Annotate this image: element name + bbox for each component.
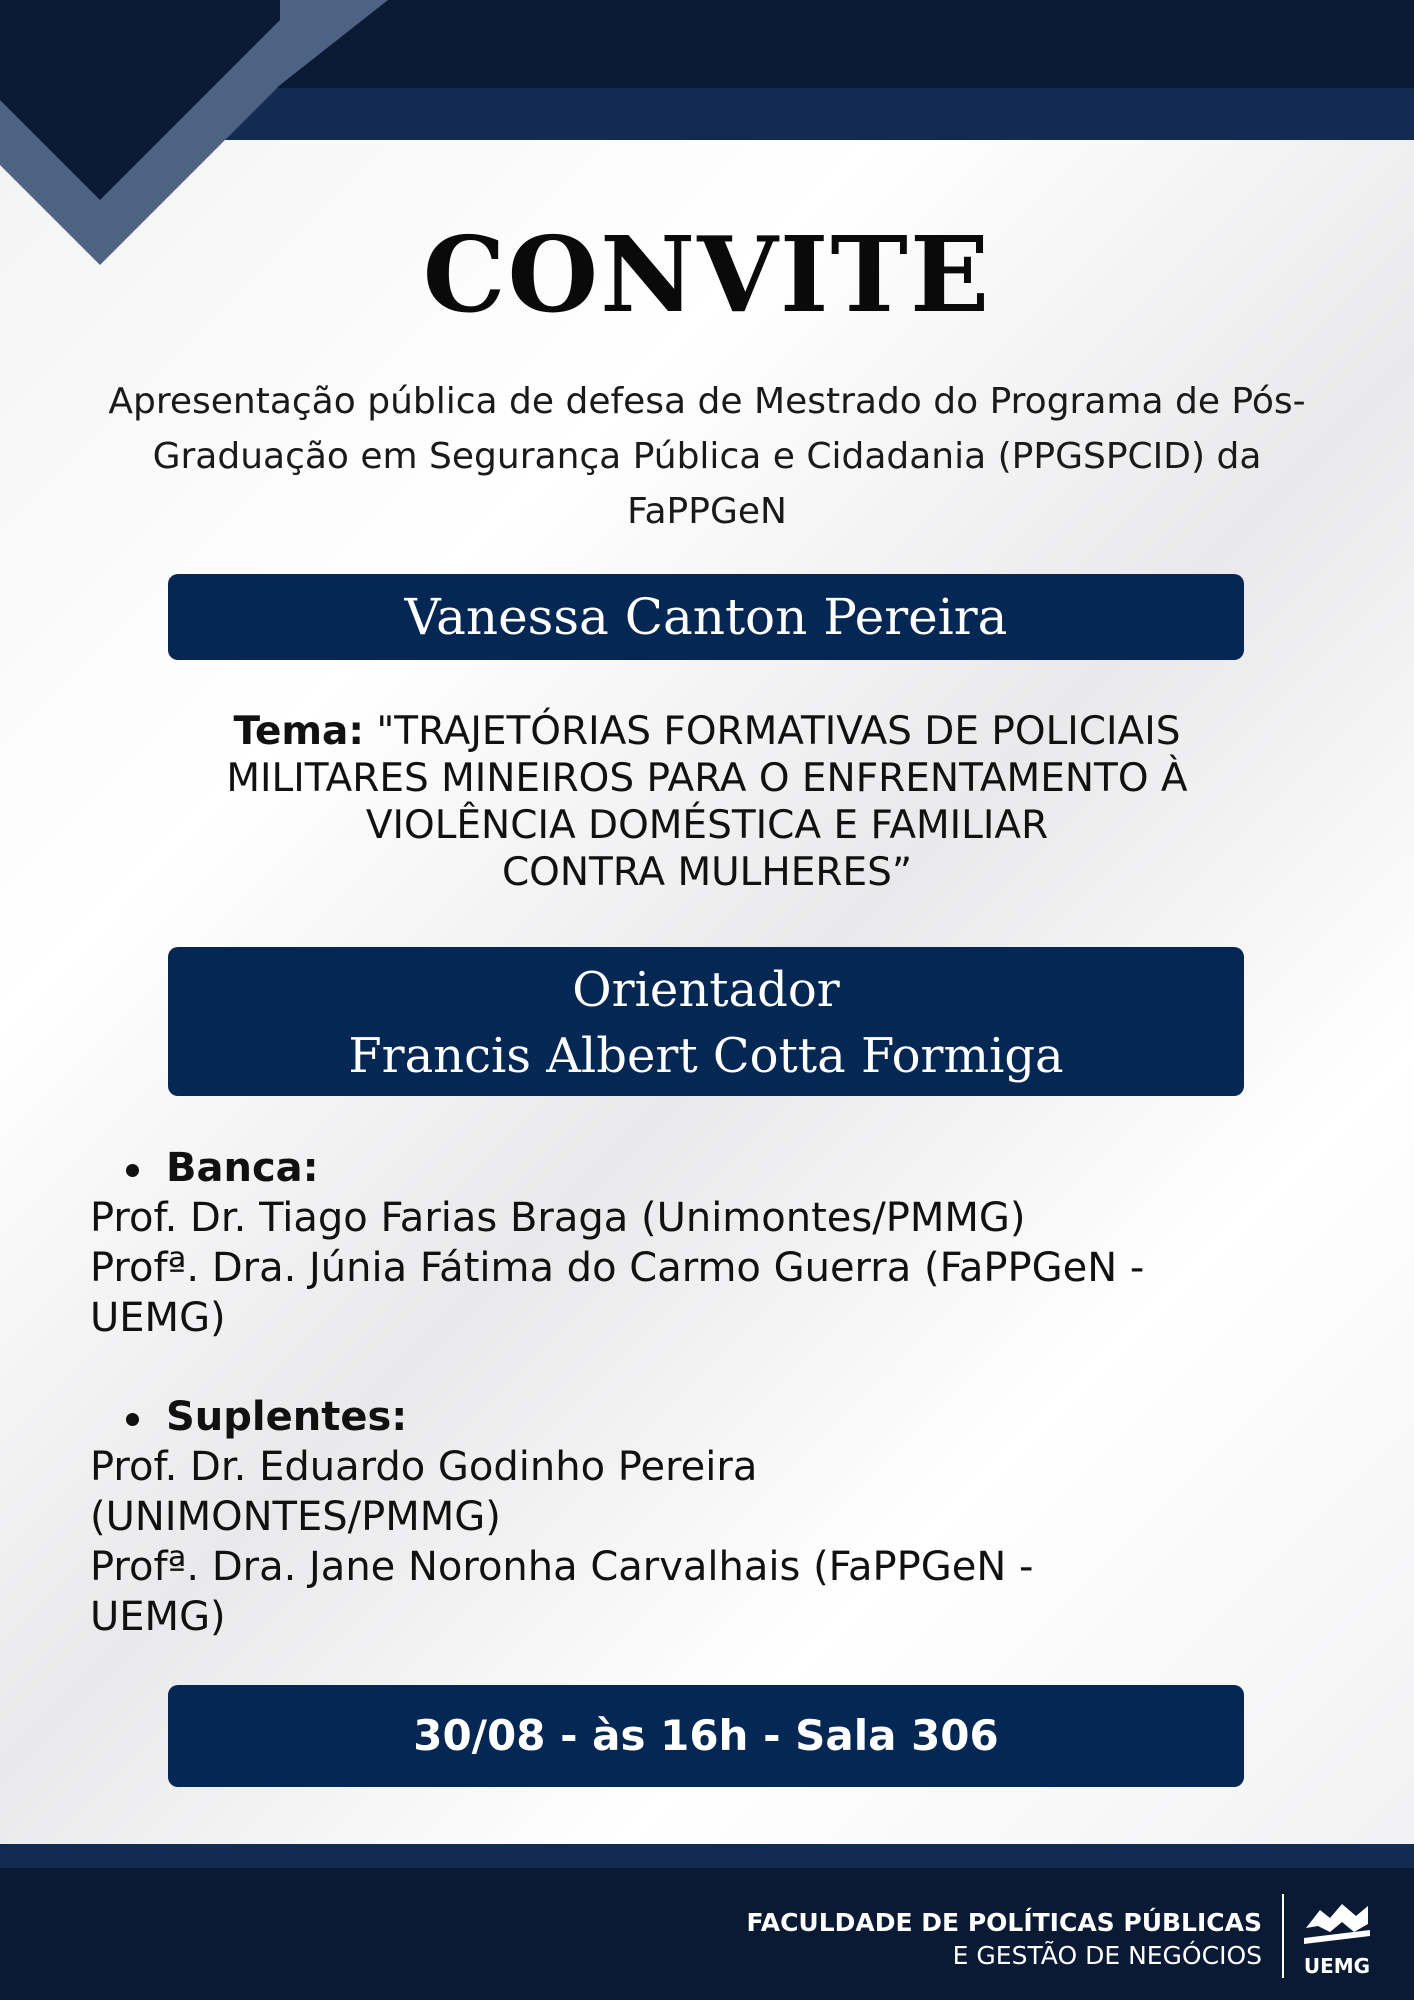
theme-line-2: MILITARES MINEIROS PARA O ENFRENTAMENTO À — [226, 756, 1188, 801]
banca-member-line: Prof. Dr. Tiago Farias Braga (Unimontes/PMMG) — [90, 1195, 1026, 1241]
page-title: CONVITE — [422, 213, 992, 336]
banca-member-line: Profª. Dra. Júnia Fátima do Carmo Guerra (FaPPGeN - — [90, 1245, 1145, 1291]
uemg-logo — [1296, 1898, 1378, 1982]
theme-line-3: VIOLÊNCIA DOMÉSTICA E FAMILIAR — [365, 803, 1049, 848]
footer-divider — [1282, 1894, 1284, 1978]
theme-line-4: CONTRA MULHERES” — [501, 850, 913, 895]
suplente-member-line: UEMG) — [90, 1594, 226, 1640]
event-datetime-banner — [168, 1685, 1244, 1787]
theme-label: Tema: — [233, 709, 364, 754]
banca-heading-text: Banca: — [166, 1145, 319, 1191]
banca-heading — [90, 1143, 1340, 1193]
advisor-label: Orientador — [572, 962, 840, 1018]
suplentes-section — [90, 1392, 1340, 1642]
bullet-icon — [126, 1413, 139, 1426]
institution-line-1: FACULDADE DE POLÍTICAS PÚBLICAS — [746, 1908, 1262, 1937]
candidate-name: Vanessa Canton Pereira — [404, 588, 1008, 646]
theme-block — [80, 708, 1334, 896]
suplente-member-line: Prof. Dr. Eduardo Godinho Pereira — [90, 1444, 758, 1490]
suplente-member-line: (UNIMONTES/PMMG) — [90, 1494, 501, 1540]
footer-stripe — [0, 1844, 1414, 1868]
event-datetime: 30/08 - às 16h - Sala 306 — [413, 1711, 999, 1760]
suplente-member-line: Profª. Dra. Jane Noronha Carvalhais (FaPPGeN - — [90, 1544, 1034, 1590]
banca-section — [90, 1143, 1340, 1343]
advisor-name: Francis Albert Cotta Formiga — [348, 1028, 1064, 1084]
institution-name — [747, 1906, 1262, 1972]
banca-member-line: UEMG) — [90, 1295, 226, 1341]
event-description: Apresentação pública de defesa de Mestrado do Programa de Pós-Graduação em Segurança Pública e Cidadania (PPGSPCID) da FaPPGeN — [108, 381, 1306, 532]
suplentes-heading — [90, 1392, 1340, 1442]
theme-line-1 — [80, 708, 1334, 755]
advisor-banner — [168, 947, 1244, 1096]
institution-line-2: E GESTÃO DE NEGÓCIOS — [952, 1941, 1262, 1970]
uemg-logo-text: UEMG — [1303, 1954, 1371, 1978]
candidate-name-banner — [168, 574, 1244, 660]
suplentes-heading-text: Suplentes: — [166, 1394, 408, 1440]
footer — [0, 1844, 1414, 2000]
uemg-logo-icon — [1296, 1898, 1378, 1952]
bullet-icon — [126, 1164, 139, 1177]
theme-text-1: "TRAJETÓRIAS FORMATIVAS DE POLICIAIS — [376, 709, 1181, 754]
